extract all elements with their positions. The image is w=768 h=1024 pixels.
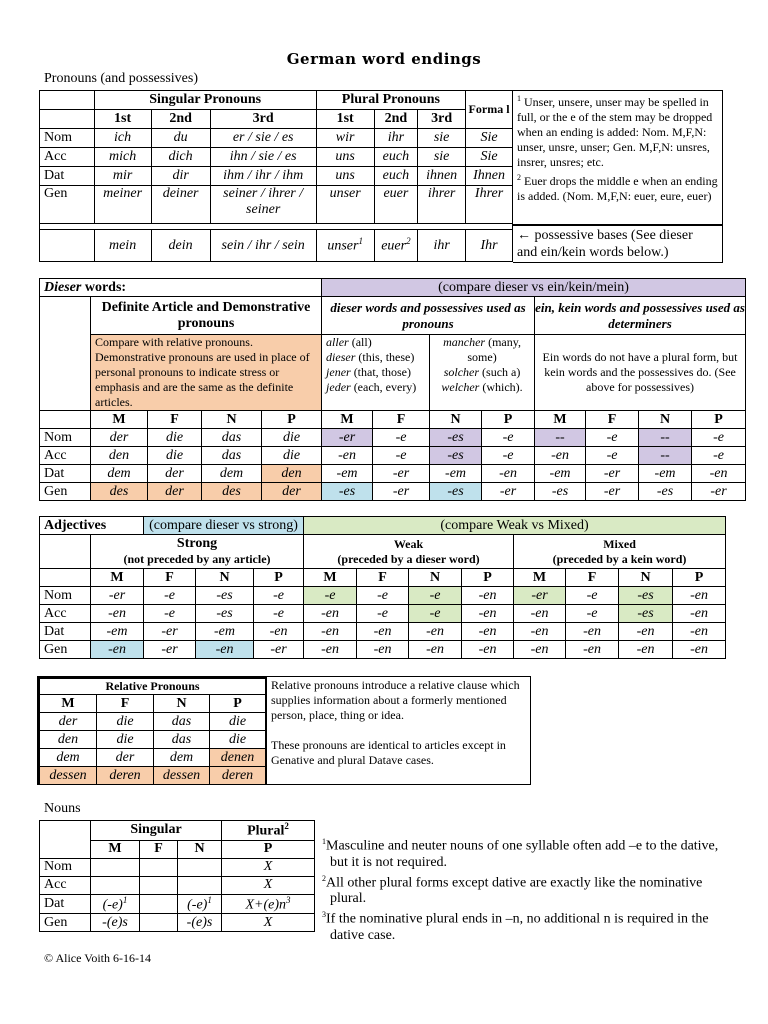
ending-cell: -en bbox=[514, 605, 566, 623]
ending-cell: -en bbox=[566, 623, 619, 641]
ending-cell: -en bbox=[462, 641, 514, 659]
case-label: Dat bbox=[40, 167, 95, 186]
pronoun-cell: sie bbox=[418, 129, 466, 148]
plural-pronouns-header: Plural Pronouns bbox=[316, 91, 465, 110]
ending-cell: -em bbox=[322, 465, 373, 483]
compare-dieser-strong: (compare dieser vs strong) bbox=[144, 517, 304, 535]
gender-header: M bbox=[91, 840, 140, 858]
gender-header: F bbox=[566, 569, 619, 587]
pronouns-section-label: Pronouns (and possessives) bbox=[44, 71, 198, 86]
ending-cell: -en bbox=[462, 623, 514, 641]
weak-header: Weak (preceded by a dieser word) bbox=[304, 535, 514, 569]
relative-note-1: Relative pronouns introduce a relative clause which supplies information about a formerly mentioned person, place, thing or idea. bbox=[271, 678, 520, 722]
person-header: 3rd bbox=[210, 110, 316, 129]
ending-cell: -en bbox=[91, 605, 144, 623]
singular-header: Singular bbox=[91, 821, 222, 841]
noun-cell-dat-n: $(-e)^1$ bbox=[178, 894, 222, 914]
case-label: Acc bbox=[40, 605, 91, 623]
case-label: Gen bbox=[40, 186, 95, 224]
ending-cell: -er bbox=[586, 465, 639, 483]
ending-cell: -em bbox=[91, 623, 144, 641]
ending-cell: -en bbox=[692, 465, 746, 483]
dieser-header: dieser words and possessives used as pronouns bbox=[322, 297, 535, 335]
ending-cell: die bbox=[262, 429, 322, 447]
noun-cell-dat-m: $(-e)^1$ bbox=[91, 894, 140, 914]
note-unser: $^1$ Unser, unsere, unser may be spelled in full, or the e of the stem may be dropped when an ending is added: Nom. M,F,N: unser, unsre, unser; Gen. M,F,N: unsres, insrer, unsres; etc. bbox=[517, 94, 713, 169]
ein-words-note: Ein words do not have a plural form, but kein words and the possessives do. (See above for possessives) bbox=[535, 335, 746, 411]
word-mancher: mancher (many, some) bbox=[443, 335, 521, 364]
ending-cell: dem bbox=[91, 465, 148, 483]
ending-cell: -es bbox=[196, 587, 254, 605]
ending-cell: -es bbox=[639, 483, 692, 501]
person-header: 1st bbox=[316, 110, 374, 129]
word-jeder: jeder (each, every) bbox=[326, 380, 417, 394]
gender-header: P bbox=[210, 695, 266, 713]
case-label: Dat bbox=[40, 623, 91, 641]
ending-cell: den bbox=[262, 465, 322, 483]
singular-pronouns-header: Singular Pronouns bbox=[94, 91, 316, 110]
possessive-cell-unser: unser$^1$ bbox=[316, 230, 374, 262]
pronoun-cell: uns bbox=[316, 148, 374, 167]
corner-cell bbox=[40, 535, 91, 569]
ending-cell: -es bbox=[322, 483, 373, 501]
compare-dieser-ein: (compare dieser vs ein/kein/mein) bbox=[322, 279, 746, 297]
ending-cell: -- bbox=[639, 447, 692, 465]
ending-cell: -e bbox=[254, 587, 304, 605]
ending-cell: -en bbox=[357, 623, 409, 641]
ending-cell: -- bbox=[639, 429, 692, 447]
ending-cell: -en bbox=[304, 605, 357, 623]
ending-cell: -en bbox=[357, 641, 409, 659]
relative-pronouns-notes bbox=[267, 676, 531, 785]
noun-cell-dat-p: $X+(e)n^3$ bbox=[222, 894, 315, 914]
ending-cell: dem bbox=[202, 465, 262, 483]
ending-cell: -er bbox=[373, 465, 430, 483]
ending-cell: -es bbox=[535, 483, 586, 501]
relative-compare-note: Compare with relative pronouns. Demonstrative pronouns are used in place of personal pronouns to indicate stress or emphasis and are the same as the definite articles. bbox=[91, 335, 322, 411]
ending-cell: -e bbox=[482, 429, 535, 447]
pronoun-cell: ihr bbox=[374, 129, 418, 148]
possessive-cell: sein / ihr / sein bbox=[210, 230, 316, 262]
noun-cell bbox=[140, 894, 178, 914]
ending-cell: -en bbox=[304, 623, 357, 641]
ending-cell: -e bbox=[144, 587, 196, 605]
ending-cell: das bbox=[202, 429, 262, 447]
word-jener: jener (that, those) bbox=[326, 365, 412, 379]
ending-cell: -e bbox=[482, 447, 535, 465]
compare-weak-mixed: (compare Weak vs Mixed) bbox=[304, 517, 726, 535]
ending-cell: -e bbox=[566, 587, 619, 605]
ending-cell: -er bbox=[91, 587, 144, 605]
pronoun-cell: ich bbox=[94, 129, 151, 148]
ending-cell: das bbox=[202, 447, 262, 465]
ending-cell: -e bbox=[144, 605, 196, 623]
gender-header: M bbox=[304, 569, 357, 587]
ending-cell: die bbox=[262, 447, 322, 465]
case-label: Acc bbox=[40, 876, 91, 894]
ending-cell: -en bbox=[619, 641, 673, 659]
relative-cell: das bbox=[154, 713, 210, 731]
ending-cell: der bbox=[148, 483, 202, 501]
pronoun-cell: uns bbox=[316, 167, 374, 186]
ending-cell: der bbox=[262, 483, 322, 501]
gender-header: N bbox=[619, 569, 673, 587]
corner-cell bbox=[40, 110, 95, 129]
pronoun-cell: unser bbox=[316, 186, 374, 224]
copyright-footer: © Alice Voith 6-16-14 bbox=[44, 951, 152, 965]
adjectives-table bbox=[39, 516, 726, 659]
dieser-words-list-left bbox=[322, 335, 430, 411]
pronoun-cell: Ihrer bbox=[466, 186, 513, 224]
pronoun-cell: euch bbox=[374, 148, 418, 167]
gender-header: F bbox=[357, 569, 409, 587]
ending-cell: der bbox=[91, 429, 148, 447]
dieser-words-label: Dieser words: bbox=[40, 279, 322, 297]
pronoun-cell: Sie bbox=[466, 129, 513, 148]
possessive-cell: dein bbox=[151, 230, 210, 262]
pronoun-cell: Ihnen bbox=[466, 167, 513, 186]
relative-cell: der bbox=[40, 713, 97, 731]
corner-cell bbox=[40, 840, 91, 858]
gender-header: M bbox=[535, 411, 586, 429]
gender-header: P bbox=[222, 840, 315, 858]
case-label: Gen bbox=[40, 641, 91, 659]
plural-header: Plural$^2$ bbox=[222, 821, 315, 841]
person-header: 2nd bbox=[151, 110, 210, 129]
gender-header: P bbox=[692, 411, 746, 429]
gender-header: N bbox=[202, 411, 262, 429]
ending-cell: die bbox=[148, 429, 202, 447]
noun-cell bbox=[178, 858, 222, 876]
ending-cell: -en bbox=[673, 587, 726, 605]
gender-header: F bbox=[97, 695, 154, 713]
possessive-cell: mein bbox=[94, 230, 151, 262]
relative-cell: den bbox=[40, 731, 97, 749]
pronoun-cell: Sie bbox=[466, 148, 513, 167]
relative-cell: der bbox=[97, 749, 154, 767]
case-label: Gen bbox=[40, 914, 91, 932]
arrow-left-icon: ← bbox=[517, 228, 531, 243]
ending-cell: -en bbox=[462, 605, 514, 623]
case-label: Dat bbox=[40, 894, 91, 914]
ending-cell: -e bbox=[357, 587, 409, 605]
pronoun-cell: meiner bbox=[94, 186, 151, 224]
ending-cell: -er bbox=[322, 429, 373, 447]
ending-cell: -es bbox=[430, 447, 482, 465]
ending-cell: -er bbox=[144, 641, 196, 659]
ending-cell: -es bbox=[196, 605, 254, 623]
relative-cell: dem bbox=[40, 749, 97, 767]
gender-header: N bbox=[409, 569, 462, 587]
gender-header: M bbox=[40, 695, 97, 713]
relative-cell: deren bbox=[210, 767, 266, 785]
corner-cell bbox=[40, 230, 95, 262]
relative-cell: die bbox=[97, 731, 154, 749]
ending-cell: -en bbox=[304, 641, 357, 659]
ending-cell: -en bbox=[566, 641, 619, 659]
noun-cell: X bbox=[222, 858, 315, 876]
relative-cell: die bbox=[97, 713, 154, 731]
ending-cell: -e bbox=[566, 605, 619, 623]
ending-cell: -en bbox=[254, 623, 304, 641]
noun-note-1: $^1$Masculine and neuter nouns of one syllable often add –e to the dative, but it is not required. bbox=[322, 837, 719, 870]
ending-cell: -en bbox=[322, 447, 373, 465]
relative-cell: die bbox=[210, 713, 266, 731]
relative-note-2: These pronouns are identical to articles except in Genative and plural Datave cases. bbox=[271, 738, 506, 767]
relative-cell: dessen bbox=[154, 767, 210, 785]
relative-cell: deren bbox=[97, 767, 154, 785]
dieser-words-list-right bbox=[430, 335, 535, 411]
nouns-notes bbox=[322, 834, 722, 944]
pronoun-cell: sie bbox=[418, 148, 466, 167]
word-welcher: welcher (which). bbox=[441, 380, 523, 394]
corner-cell bbox=[40, 335, 91, 411]
pronoun-cell: dich bbox=[151, 148, 210, 167]
noun-cell: X bbox=[222, 914, 315, 932]
pronoun-cell: euer bbox=[374, 186, 418, 224]
case-label: Nom bbox=[40, 129, 95, 148]
corner-cell bbox=[40, 569, 91, 587]
person-header: 3rd bbox=[418, 110, 466, 129]
relative-cell: das bbox=[154, 731, 210, 749]
case-label: Dat bbox=[40, 465, 91, 483]
gender-header: N bbox=[178, 840, 222, 858]
pronoun-notes bbox=[513, 90, 723, 225]
ending-cell: -em bbox=[639, 465, 692, 483]
nouns-table bbox=[39, 820, 315, 932]
noun-cell: -(e)s bbox=[91, 914, 140, 932]
ending-cell: -en bbox=[482, 465, 535, 483]
ending-cell: -er bbox=[692, 483, 746, 501]
ending-cell: -en bbox=[673, 605, 726, 623]
pronoun-cell: dir bbox=[151, 167, 210, 186]
possessive-note: ← possessive bases (See dieser and ein/kein words below.) bbox=[513, 225, 723, 263]
pronoun-cell: ihm / ihr / ihm bbox=[210, 167, 316, 186]
possessive-cell-euer: euer$^2$ bbox=[374, 230, 418, 262]
ending-cell: -es bbox=[430, 483, 482, 501]
relative-cell: dem bbox=[154, 749, 210, 767]
relative-cell: denen bbox=[210, 749, 266, 767]
gender-header: F bbox=[140, 840, 178, 858]
gender-header: P bbox=[262, 411, 322, 429]
ending-cell: der bbox=[148, 465, 202, 483]
noun-note-3: $^3$If the nominative plural ends in –n, no additional n is required in the dative case. bbox=[322, 910, 709, 943]
gender-header: P bbox=[254, 569, 304, 587]
person-header: 2nd bbox=[374, 110, 418, 129]
ending-cell: -en bbox=[673, 641, 726, 659]
ein-header: ein, kein words and possessives used as determiners bbox=[535, 297, 746, 335]
person-header: 1st bbox=[94, 110, 151, 129]
ending-cell: -e bbox=[373, 447, 430, 465]
case-label: Gen bbox=[40, 483, 91, 501]
ending-cell: -e bbox=[409, 605, 462, 623]
gender-header: M bbox=[91, 411, 148, 429]
pronoun-cell: er / sie / es bbox=[210, 129, 316, 148]
ending-cell: -en bbox=[409, 623, 462, 641]
gender-header: N bbox=[639, 411, 692, 429]
gender-header: F bbox=[373, 411, 430, 429]
ending-cell: -e bbox=[692, 429, 746, 447]
ending-cell: -er bbox=[586, 483, 639, 501]
ending-cell: -e bbox=[357, 605, 409, 623]
pronoun-cell: mir bbox=[94, 167, 151, 186]
possessive-cell: ihr bbox=[418, 230, 466, 262]
relative-pronouns-header: Relative Pronouns bbox=[40, 679, 266, 695]
case-label: Nom bbox=[40, 429, 91, 447]
pronoun-cell: deiner bbox=[151, 186, 210, 224]
note-euer: $^2$ Euer drops the middle e when an ending is added. (Nom. M,F,N: euer, eure, euer) bbox=[517, 173, 718, 203]
ending-cell: -er bbox=[373, 483, 430, 501]
gender-header: N bbox=[196, 569, 254, 587]
noun-note-2: $^2$All other plural forms except dative are exactly like the nominative plural. bbox=[322, 873, 703, 907]
corner-cell bbox=[40, 821, 91, 841]
corner-cell bbox=[40, 297, 91, 335]
ending-cell: -e bbox=[409, 587, 462, 605]
ending-cell: des bbox=[202, 483, 262, 501]
pronoun-cell: euch bbox=[374, 167, 418, 186]
case-label: Nom bbox=[40, 858, 91, 876]
ending-cell: -e bbox=[692, 447, 746, 465]
ending-cell: -e bbox=[586, 447, 639, 465]
page-title: German word endings bbox=[286, 50, 482, 68]
ending-cell: -e bbox=[304, 587, 357, 605]
ending-cell: -en bbox=[514, 641, 566, 659]
pronoun-cell: wir bbox=[316, 129, 374, 148]
ending-cell: -en bbox=[91, 641, 144, 659]
nouns-label: Nouns bbox=[44, 801, 81, 816]
ending-cell: -er bbox=[144, 623, 196, 641]
ending-cell: -en bbox=[409, 641, 462, 659]
relative-pronouns-table bbox=[39, 678, 266, 785]
word-aller: aller (all) bbox=[326, 335, 372, 349]
corner-cell bbox=[40, 91, 95, 110]
ending-cell: -em bbox=[430, 465, 482, 483]
gender-header: N bbox=[154, 695, 210, 713]
ending-cell: -es bbox=[619, 605, 673, 623]
case-label: Nom bbox=[40, 587, 91, 605]
gender-header: F bbox=[148, 411, 202, 429]
gender-header: P bbox=[462, 569, 514, 587]
case-label: Acc bbox=[40, 148, 95, 167]
word-solcher: solcher (such a) bbox=[443, 365, 521, 379]
ending-cell: -er bbox=[254, 641, 304, 659]
pronoun-cell: ihrer bbox=[418, 186, 466, 224]
ending-cell: -en bbox=[619, 623, 673, 641]
relative-cell: dessen bbox=[40, 767, 97, 785]
formal-header: Forma l bbox=[466, 91, 513, 129]
pronoun-cell: ihn / sie / es bbox=[210, 148, 316, 167]
ending-cell: -e bbox=[254, 605, 304, 623]
ending-cell: des bbox=[91, 483, 148, 501]
pronoun-cell: seiner / ihrer / seiner bbox=[210, 186, 316, 224]
case-label: Acc bbox=[40, 447, 91, 465]
noun-cell bbox=[140, 858, 178, 876]
gender-header: P bbox=[482, 411, 535, 429]
pronouns-table bbox=[39, 90, 513, 262]
ending-cell: -er bbox=[514, 587, 566, 605]
ending-cell: -en bbox=[535, 447, 586, 465]
ending-cell: -en bbox=[196, 641, 254, 659]
strong-header: Strong (not preceded by any article) bbox=[91, 535, 304, 569]
gender-header: F bbox=[144, 569, 196, 587]
noun-cell bbox=[140, 914, 178, 932]
ending-cell: -er bbox=[482, 483, 535, 501]
ending-cell: -es bbox=[430, 429, 482, 447]
relative-cell: die bbox=[210, 731, 266, 749]
mixed-header: Mixed (preceded by a kein word) bbox=[514, 535, 726, 569]
ending-cell: -en bbox=[673, 623, 726, 641]
noun-cell: -(e)s bbox=[178, 914, 222, 932]
gender-header: P bbox=[673, 569, 726, 587]
noun-cell: X bbox=[222, 876, 315, 894]
ending-cell: -e bbox=[586, 429, 639, 447]
noun-cell bbox=[178, 876, 222, 894]
ending-cell: -em bbox=[535, 465, 586, 483]
gender-header: F bbox=[586, 411, 639, 429]
adjectives-label: Adjectives bbox=[40, 517, 144, 535]
pronoun-cell: mich bbox=[94, 148, 151, 167]
ending-cell: -- bbox=[535, 429, 586, 447]
ending-cell: -es bbox=[619, 587, 673, 605]
pronoun-cell: du bbox=[151, 129, 210, 148]
gender-header: M bbox=[91, 569, 144, 587]
gender-header: M bbox=[514, 569, 566, 587]
ending-cell: -em bbox=[196, 623, 254, 641]
possessive-cell: Ihr bbox=[466, 230, 513, 262]
ending-cell: -e bbox=[373, 429, 430, 447]
noun-cell bbox=[140, 876, 178, 894]
word-dieser: dieser (this, these) bbox=[326, 350, 415, 364]
ending-cell: die bbox=[148, 447, 202, 465]
corner-cell bbox=[40, 411, 91, 429]
gender-header: N bbox=[430, 411, 482, 429]
ending-cell: den bbox=[91, 447, 148, 465]
definite-article-header: Definite Article and Demonstrative pronouns bbox=[91, 297, 322, 335]
noun-cell bbox=[91, 858, 140, 876]
ending-cell: -en bbox=[514, 623, 566, 641]
dieser-table bbox=[39, 278, 746, 501]
ending-cell: -en bbox=[462, 587, 514, 605]
noun-cell bbox=[91, 876, 140, 894]
pronoun-cell: ihnen bbox=[418, 167, 466, 186]
gender-header: M bbox=[322, 411, 373, 429]
